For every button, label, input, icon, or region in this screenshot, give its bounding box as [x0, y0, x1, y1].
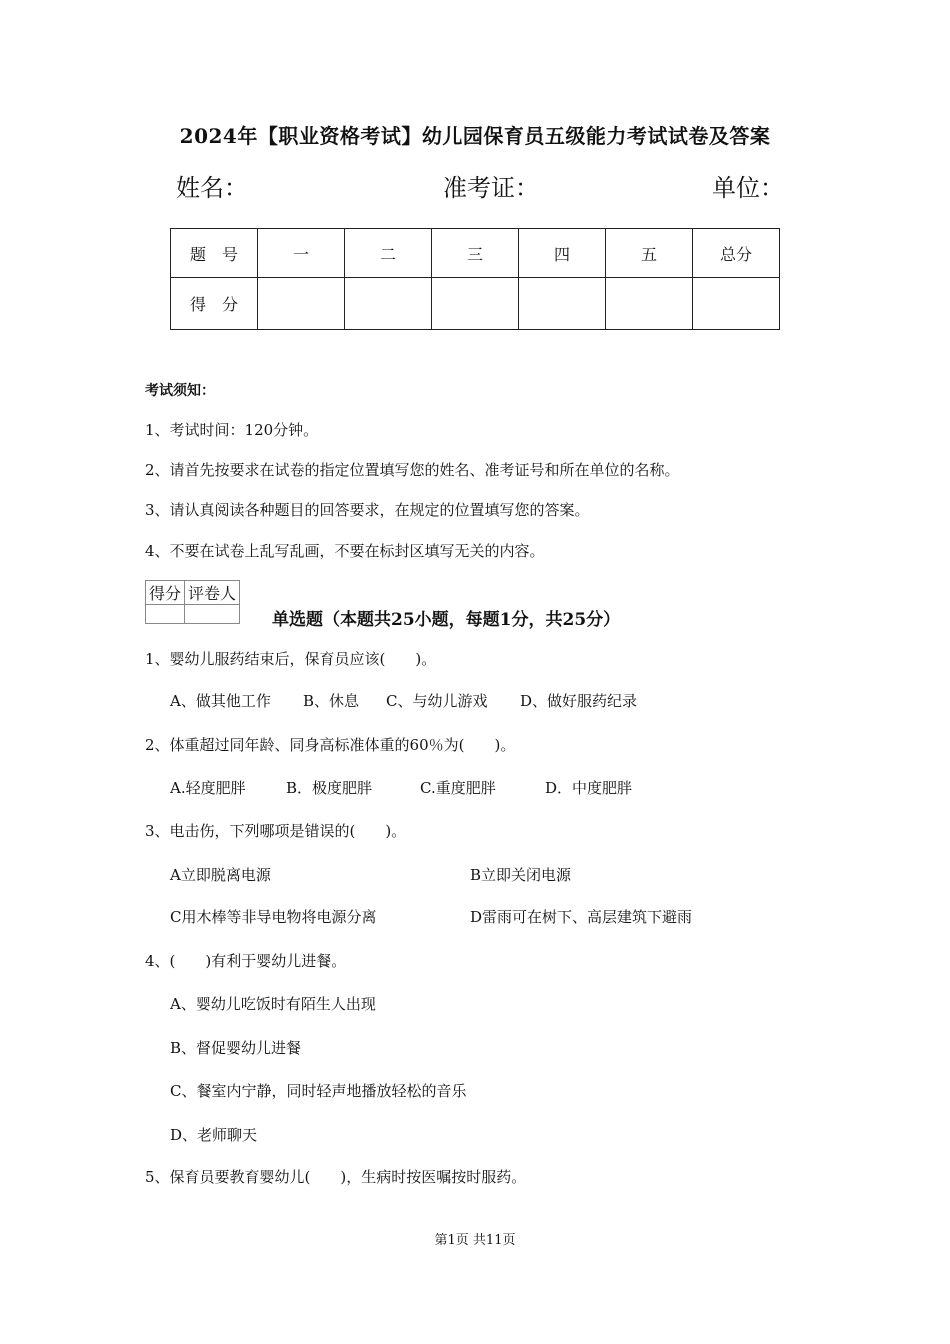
question-option: A立即脱离电源: [170, 866, 271, 884]
question-stem: 4、( )有利于婴幼儿进餐。: [145, 952, 347, 970]
score-table-header-row: [171, 229, 780, 278]
page-footer: 第1页 共11页: [434, 1233, 516, 1248]
question-option: C、与幼儿游戏: [386, 692, 488, 710]
notice-item: 3、请认真阅读各种题目的回答要求，在规定的位置填写您的答案。: [145, 501, 590, 519]
grader-reviewer-cell[interactable]: [185, 605, 240, 624]
score-header-cell: 四: [519, 229, 606, 278]
question-option: D．中度肥胖: [545, 779, 633, 797]
unit-label: 单位：: [712, 174, 784, 202]
grader-score-cell[interactable]: [146, 605, 185, 624]
score-row-label: 得 分: [171, 278, 258, 330]
score-header-cell: 题 号: [171, 229, 258, 278]
score-header-cell: 总分: [693, 229, 780, 278]
exam-id-label: 准考证：: [443, 174, 539, 202]
question-option: A.轻度肥胖: [170, 779, 246, 797]
score-cell[interactable]: [432, 278, 519, 330]
notice-heading: 考试须知：: [145, 383, 215, 399]
question-option: C、餐室内宁静，同时轻声地播放轻松的音乐: [170, 1082, 467, 1100]
page-title: 2024年【职业资格考试】幼儿园保育员五级能力考试试卷及答案: [179, 124, 771, 148]
question-option: B、督促婴幼儿进餐: [170, 1039, 302, 1057]
section-title: 单选题（本题共25小题，每题1分，共25分）: [272, 610, 621, 630]
grader-score-label: 得分: [146, 581, 185, 605]
grader-box: [145, 580, 240, 624]
question-option: B．极度肥胖: [286, 779, 373, 797]
score-header-cell: 五: [606, 229, 693, 278]
score-cell[interactable]: [693, 278, 780, 330]
question-option: B、休息: [303, 692, 360, 710]
question-option: C.重度肥胖: [420, 779, 496, 797]
score-header-cell: 二: [345, 229, 432, 278]
question-option: D雷雨可在树下、高层建筑下避雨: [470, 908, 693, 926]
question-stem: 5、保育员要教育婴幼儿( )，生病时按医嘱按时服药。: [145, 1168, 527, 1186]
question-option: A、婴幼儿吃饭时有陌生人出现: [170, 995, 376, 1013]
question-stem: 2、体重超过同年龄、同身高标准体重的60％为( )。: [145, 736, 516, 754]
score-table: [170, 228, 780, 330]
question-option: A、做其他工作: [170, 692, 271, 710]
score-header-cell: 三: [432, 229, 519, 278]
name-label: 姓名：: [176, 174, 248, 202]
notice-item: 2、请首先按要求在试卷的指定位置填写您的姓名、准考证号和所在单位的名称。: [145, 461, 680, 479]
question-stem: 3、电击伤，下列哪项是错误的( )。: [145, 822, 407, 840]
question-stem: 1、婴幼儿服药结束后，保育员应该( )。: [145, 650, 437, 668]
question-option: B立即关闭电源: [470, 866, 572, 884]
score-cell[interactable]: [345, 278, 432, 330]
question-option: D、老师聊天: [170, 1126, 258, 1144]
grader-reviewer-label: 评卷人: [185, 581, 240, 605]
score-header-cell: 一: [258, 229, 345, 278]
question-option: D、做好服药纪录: [520, 692, 638, 710]
score-table-score-row: [171, 278, 780, 330]
score-cell[interactable]: [519, 278, 606, 330]
score-cell[interactable]: [606, 278, 693, 330]
question-option: C用木棒等非导电物将电源分离: [170, 908, 377, 926]
score-cell[interactable]: [258, 278, 345, 330]
notice-item: 4、不要在试卷上乱写乱画，不要在标封区填写无关的内容。: [145, 542, 545, 560]
notice-item: 1、考试时间：120分钟。: [145, 421, 319, 439]
